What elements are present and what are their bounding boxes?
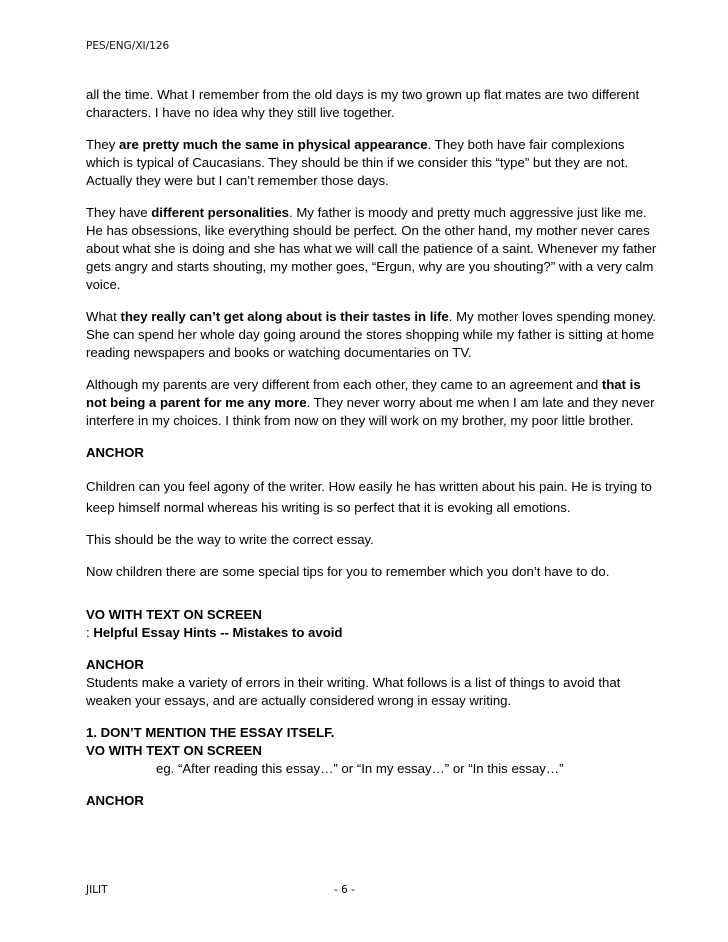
text: Although my parents are very different from each other, they came to an agreement and — [86, 377, 602, 392]
tip-heading-1: 1. DON’T MENTION THE ESSAY ITSELF. — [86, 725, 335, 740]
anchor-heading-2: ANCHOR — [86, 657, 144, 672]
anchor-paragraph-4: Students make a variety of errors in their writing. What follows is a list of things to avoid that weaken your essays, and are actually considered wrong in essay writing. — [86, 675, 621, 708]
vo-heading-1: VO WITH TEXT ON SCREEN — [86, 607, 262, 622]
document-body — [86, 86, 661, 810]
text: What — [86, 309, 121, 324]
anchor-paragraph-2: This should be the way to write the correct essay. — [86, 532, 374, 547]
text: . My mother loves spending money. She can spend her whole day going around the stores shopping while my father is sitting at home reading newspapers and books or watching documentaries on TV. — [86, 309, 656, 360]
text: They — [86, 137, 119, 152]
text: . They both have fair complexions which is typical of Caucasians. They should be thin if we consider this “type” but they are not. Actually they were but I can’t remember those days. — [86, 137, 629, 188]
paragraph-agreement — [86, 376, 661, 430]
anchor-paragraph-1: Children can you feel agony of the writer. How easily he has written about his pain. He is trying to keep himself normal whereas his writing is so perfect that it is evoking all emotions. — [86, 479, 652, 515]
paragraph-personalities — [86, 204, 661, 294]
vo-caption-1 — [86, 624, 661, 642]
paragraph-tastes — [86, 308, 661, 362]
footer-label: JILIT — [86, 884, 108, 896]
bold-phrase: that is not being a parent for me any more — [86, 377, 641, 410]
anchor-heading-1: ANCHOR — [86, 445, 144, 460]
paragraph-1: all the time. What I remember from the old days is my two grown up flat mates are two different characters. I have no idea why they still live together. — [86, 87, 640, 120]
text: : — [86, 625, 94, 640]
vo-heading-2: VO WITH TEXT ON SCREEN — [86, 743, 262, 758]
page-header-code: PES/ENG/XI/126 — [86, 40, 170, 52]
bold-phrase: different personalities — [151, 205, 290, 220]
anchor-paragraph-3: Now children there are some special tips for you to remember which you don’t have to do. — [86, 564, 610, 579]
text: They have — [86, 205, 152, 220]
example-line: eg. “After reading this essay…” or “In my essay…” or “In this essay…” — [156, 761, 564, 776]
paragraph-physical-appearance — [86, 136, 661, 190]
text: . My father is moody and pretty much aggressive just like me. He has obsessions, like everything should be perfect. On the other hand, my mother never cares about what she is doing and she has what we will call the patience of a saint. Whenever my father gets angry and starts shouting, my mother goes, “Ergun, why are you shouting?” with a very calm voice. — [86, 205, 657, 292]
bold-phrase: are pretty much the same in physical appearance — [118, 137, 428, 152]
page-number: - 6 - — [334, 884, 355, 896]
anchor-heading-3: ANCHOR — [86, 793, 144, 808]
bold-phrase: they really can’t get along about is their tastes in life — [120, 309, 449, 324]
text: . They never worry about me when I am late and they never interfere in my choices. I think from now on they will work on my brother, my poor little brother. — [86, 395, 655, 428]
bold-phrase: Helpful Essay Hints -- Mistakes to avoid — [93, 625, 343, 640]
